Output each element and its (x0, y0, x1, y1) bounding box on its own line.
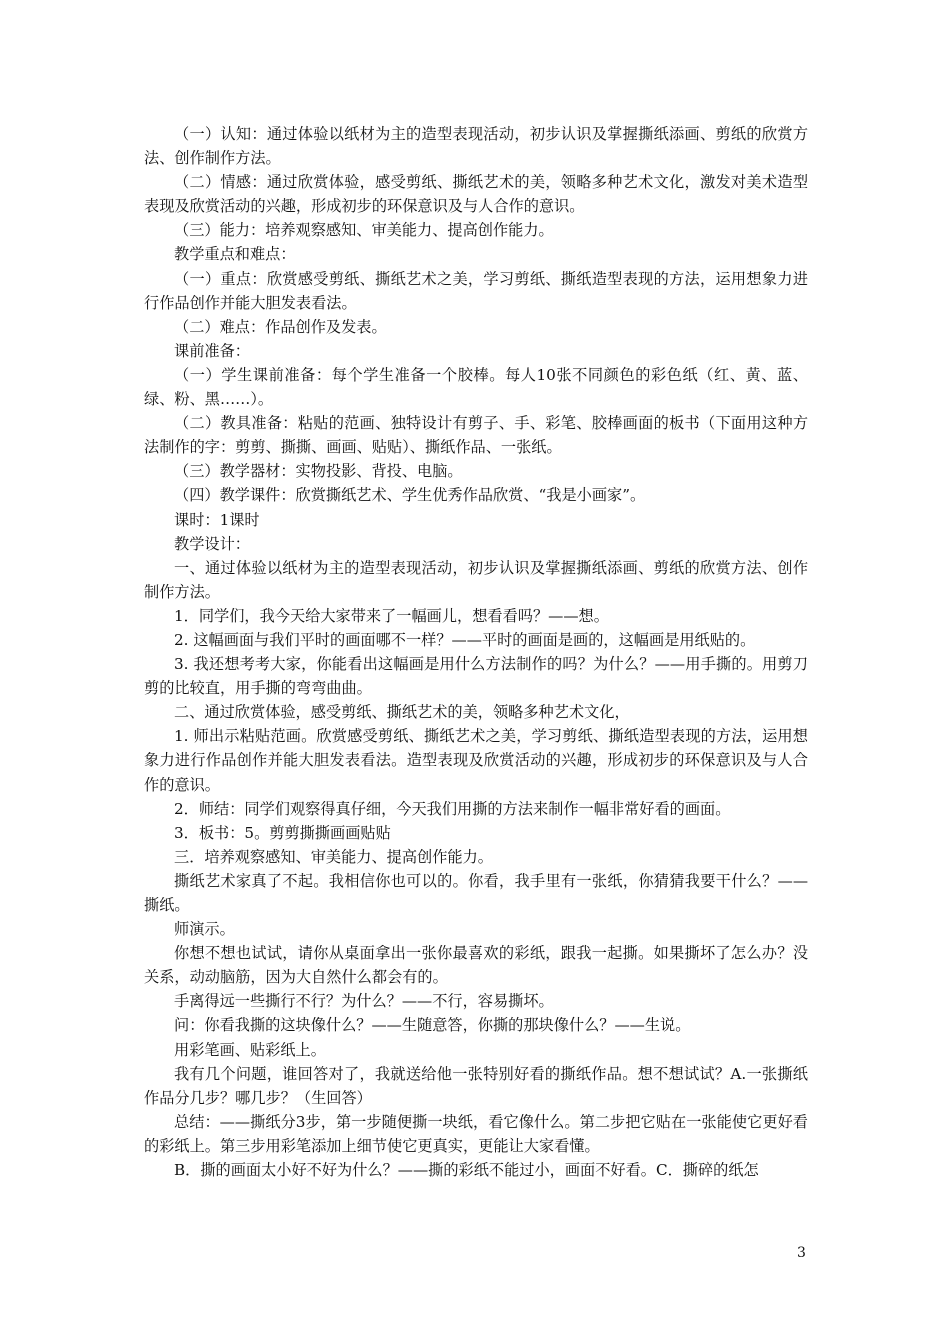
paragraph: 三．培养观察感知、审美能力、提高创作能力。 (174, 847, 493, 866)
paragraph: 撕纸艺术家真了不起。我相信你也可以的。你看，我手里有一张纸，你猜猜我要干什么？——撕纸。 (144, 871, 808, 914)
paragraph: （四）教学课件：欣赏撕纸艺术、学生优秀作品欣赏、“我是小画家”。 (174, 486, 646, 505)
paragraph: 课时：1课时 (174, 510, 260, 529)
paragraph: （一）认知：通过体验以纸材为主的造型表现活动，初步认识及掌握撕纸添画、剪纸的欣赏方法、创作制作方法。 (144, 125, 808, 168)
paragraph: 3．板书：5。剪剪撕撕画画贴贴 (174, 823, 391, 842)
paragraph: 2. 这幅画面与我们平时的画面哪不一样？——平时的画面是画的，这幅画是用纸贴的。 (174, 630, 756, 649)
paragraph: （二）教具准备：粘贴的范画、独特设计有剪子、手、彩笔、胶棒画面的板书（下面用这种方法制作的字：剪剪、撕撕、画画、贴贴）、撕纸作品、一张纸。 (144, 414, 808, 457)
paragraph: 二、通过欣赏体验，感受剪纸、撕纸艺术的美，领略多种艺术文化， (174, 703, 630, 722)
paragraph: 3. 我还想考考大家，你能看出这幅画是用什么方法制作的吗？为什么？——用手撕的。用剪刀剪的比较直，用手撕的弯弯曲曲。 (144, 655, 808, 698)
paragraph: （二）难点：作品创作及发表。 (174, 317, 387, 336)
paragraph: 1．同学们，我今天给大家带来了一幅画儿，想看看吗？——想。 (174, 606, 609, 625)
paragraph: 手离得远一些撕行不行？为什么？——不行，容易撕坏。 (174, 992, 554, 1011)
paragraph: 问：你看我撕的这块像什么？——生随意答，你撕的那块像什么？——生说。 (174, 1016, 691, 1035)
section-heading: 教学重点和难点： (174, 245, 296, 264)
paragraph: （一）学生课前准备：每个学生准备一个胶棒。每人10张不同颜色的彩色纸（红、黄、蓝、绿、粉、黑……）。 (144, 365, 808, 409)
paragraph: 师演示。 (174, 920, 235, 939)
paragraph: B．撕的画面太小好不好为什么？——撕的彩纸不能过小，画面不好看。C．撕碎的纸怎 (174, 1161, 759, 1180)
paragraph: （三）能力：培养观察感知、审美能力、提高创作能力。 (174, 221, 554, 240)
paragraph: 用彩笔画、贴彩纸上。 (174, 1040, 326, 1059)
section-heading: 教学设计： (174, 534, 250, 553)
document-body (144, 122, 808, 1182)
paragraph: 一、通过体验以纸材为主的造型表现活动，初步认识及掌握撕纸添画、剪纸的欣赏方法、创作制作方法。 (144, 558, 808, 601)
paragraph: （二）情感：通过欣赏体验，感受剪纸、撕纸艺术的美，领略多种艺术文化，激发对美术造型表现及欣赏活动的兴趣，形成初步的环保意识及与人合作的意识。 (144, 173, 808, 216)
paragraph: 1. 师出示粘贴范画。欣赏感受剪纸、撕纸艺术之美，学习剪纸、撕纸造型表现的方法，运用想象力进行作品创作并能大胆发表看法。造型表现及欣赏活动的兴趣，形成初步的环保意识及与人合作的意识。 (144, 727, 808, 794)
paragraph: 我有几个问题，谁回答对了，我就送给他一张特别好看的撕纸作品。想不想试试？A.一张撕纸作品分几步？哪几步？（生回答） (144, 1064, 808, 1107)
paragraph: 总结：——撕纸分3步，第一步随便撕一块纸，看它像什么。第二步把它贴在一张能使它更好看的彩纸上。第三步用彩笔添加上细节使它更真实，更能让大家看懂。 (144, 1112, 808, 1155)
paragraph: （三）教学器材：实物投影、背投、电脑。 (174, 462, 463, 481)
paragraph: 2．师结：同学们观察得真仔细，今天我们用撕的方法来制作一幅非常好看的画面。 (174, 799, 731, 818)
paragraph: 你想不想也试试，请你从桌面拿出一张你最喜欢的彩纸，跟我一起撕。如果撕坏了怎么办？没关系，动动脑筋，因为大自然什么都会有的。 (144, 944, 808, 987)
paragraph: （一）重点：欣赏感受剪纸、撕纸艺术之美，学习剪纸、撕纸造型表现的方法，运用想象力进行作品创作并能大胆发表看法。 (144, 269, 808, 312)
page-number: 3 (797, 1245, 806, 1261)
section-heading: 课前准备： (174, 341, 250, 360)
